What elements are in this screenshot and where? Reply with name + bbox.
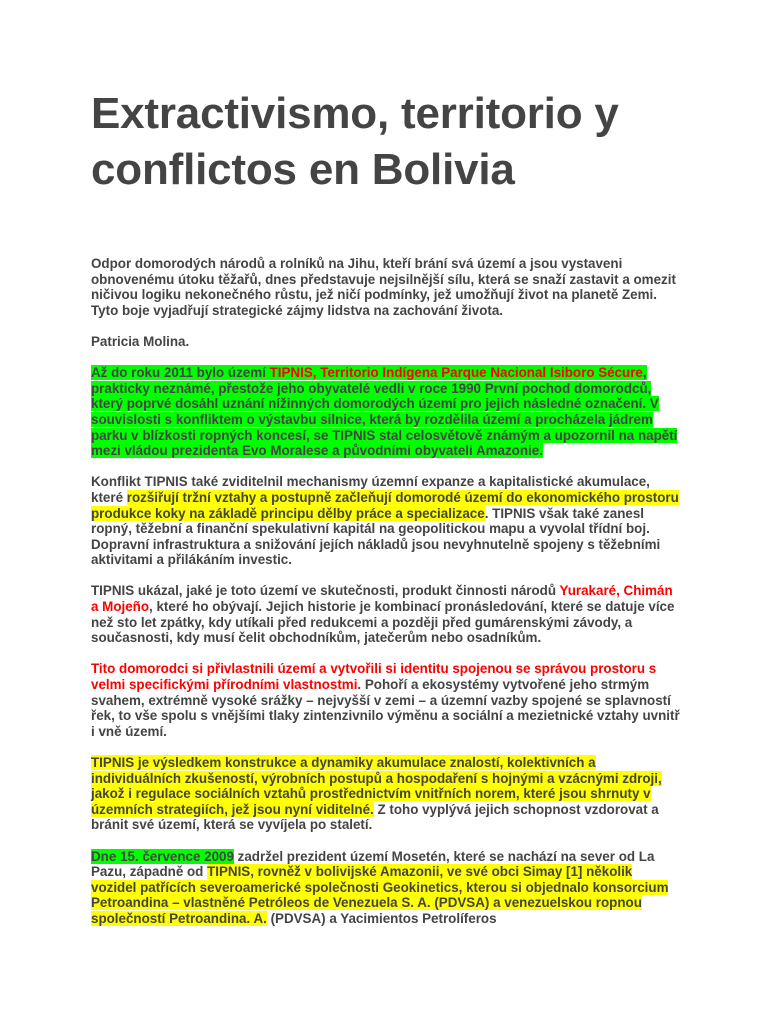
paragraph-tipnis-peoples — [91, 583, 681, 645]
intro-paragraph: Odpor domorodých národů a rolníků na Jihu, kteří brání svá území a jsou vystaveni obnovenému útoku těžařů, dnes představuje nejsilnější sílu, která se snaží zastavit a omezit ničivou logiku nekonečného růstu, jež ničí podmínky, jež umožňují život na planetě Zemi. Tyto boje vyjadřují strategické zájmy lidstva na zachování života. — [91, 256, 676, 318]
red-text-run: TIPNIS, Territorio Indígena Parque Nacional Isiboro Sécure — [269, 365, 643, 381]
red-text-run: Tito domorodci si přivlastnili území a vytvořili si identitu spojenou se správou prostoru s velmi specifickými přírodními vlastnostmi — [91, 661, 657, 693]
green-highlight: Dne 15. července 2009 — [91, 848, 234, 864]
yellow-highlight: TIPNIS, rovněž v bolivijské Amazonii, ve své obci Simay [1] několik vozidel patřících severoamerické společnosti Geokinetics, kterou si objednalo konsorcium Petroandina – vlastněné Petróleos de Venezuela S. A. (PDVSA) a venezuelskou ropnou společností Petroandina. A. — [91, 864, 669, 926]
text-run: , které ho obývají. Jejich historie je kombinací pronásledování, které se datuje více než sto let zpátky, kdy utíkali před redukcemi a později před gumárenskými závody, a současnosti, kdy musí čelit obchodníkům, jatečerům nebo osadníkům. — [91, 599, 675, 646]
yellow-highlight: rozšiřují tržní vztahy a postupně začleňují domorodé území do ekonomického prostoru produkce koky na základě principu dělby práce a specializace — [91, 489, 679, 521]
paragraph-mosetén-event — [91, 849, 681, 927]
paragraph-knowledge-accumulation — [91, 755, 681, 833]
text-run: TIPNIS ukázal, jaké je toto území ve skutečnosti, produkt činnosti národů — [91, 583, 560, 599]
text-run: . TIPNIS však také zanesl ropný, těžební a finanční spekulativní kapitál na geopolitickou mapu a vyvolal třídní boj. Dopravní infrastruktura a snižování jejích nákladů jsou nevyhnutelně spojeny s těžebními aktivitami a přilákáním investic. — [91, 505, 661, 568]
text-run: zadržel prezident území Mosetén, které se nachází na sever od La Pazu, západně od — [91, 848, 655, 880]
text-run: . Pohoří a ekosystémy vytvořené jeho strmým svahem, extrémně vysoké srážky – nejvyšší v zemi – a územní vazby spojené se splavností řek, to vše spolu s vnějšími tlaky zintenzivnilo výměnu a sociální a mezietnické vztahy uvnitř i vně území. — [91, 677, 680, 739]
text-run: Až do roku 2011 bylo území — [91, 365, 270, 381]
green-highlight — [91, 365, 677, 458]
text-run: , prakticky neznámé, přestože jeho obyvatelé vedli v roce 1990 První pochod domorodců, který poprvé dosáhl uznání nížinných domorodých území pro jejich následné označení. V souvislosti s konfliktem o výstavbu silnice, která by rozdělila území a procházela jádrem parku v blízkosti ropných koncesí, se TIPNIS stal celosvětově známým a upozornil na napětí mezi vládou prezidenta Evo Moralese a původními obyvateli Amazonie. — [91, 365, 678, 459]
text-run: (PDVSA) a Yacimientos Petrolíferos — [266, 910, 497, 926]
document-page — [91, 86, 681, 942]
document-title: Extractivismo, territorio y conflictos en Bolivia — [91, 89, 619, 194]
author-line: Patricia Molina. — [91, 333, 190, 349]
text-run: Konflikt TIPNIS také zviditelnil mechanismy územní expanze a kapitalistické akumulace, které — [91, 474, 650, 505]
yellow-highlight: TIPNIS je výsledkem konstrukce a dynamiky akumulace znalostí, kolektivních a individuálních zkušeností, výrobních postupů a hospodaření s hojnými a vzácnými zdroji, jakož i regulace sociálních vztahů prostřednictvím vnitřních norem, které jsou shrnuty v územních strategiích, jež jsou nyní viditelné. — [91, 755, 662, 817]
red-text-run: Yurakaré, Chimán a Mojeño — [91, 583, 673, 615]
paragraph-tipnis-conflict — [91, 474, 681, 568]
paragraph-tipnis-history — [91, 365, 681, 459]
paragraph-territory-identity — [91, 661, 681, 739]
text-run: Z toho vyplývá jejich schopnost vzdorovat a bránit své území, která se vyvíjela po staletí. — [91, 801, 659, 833]
